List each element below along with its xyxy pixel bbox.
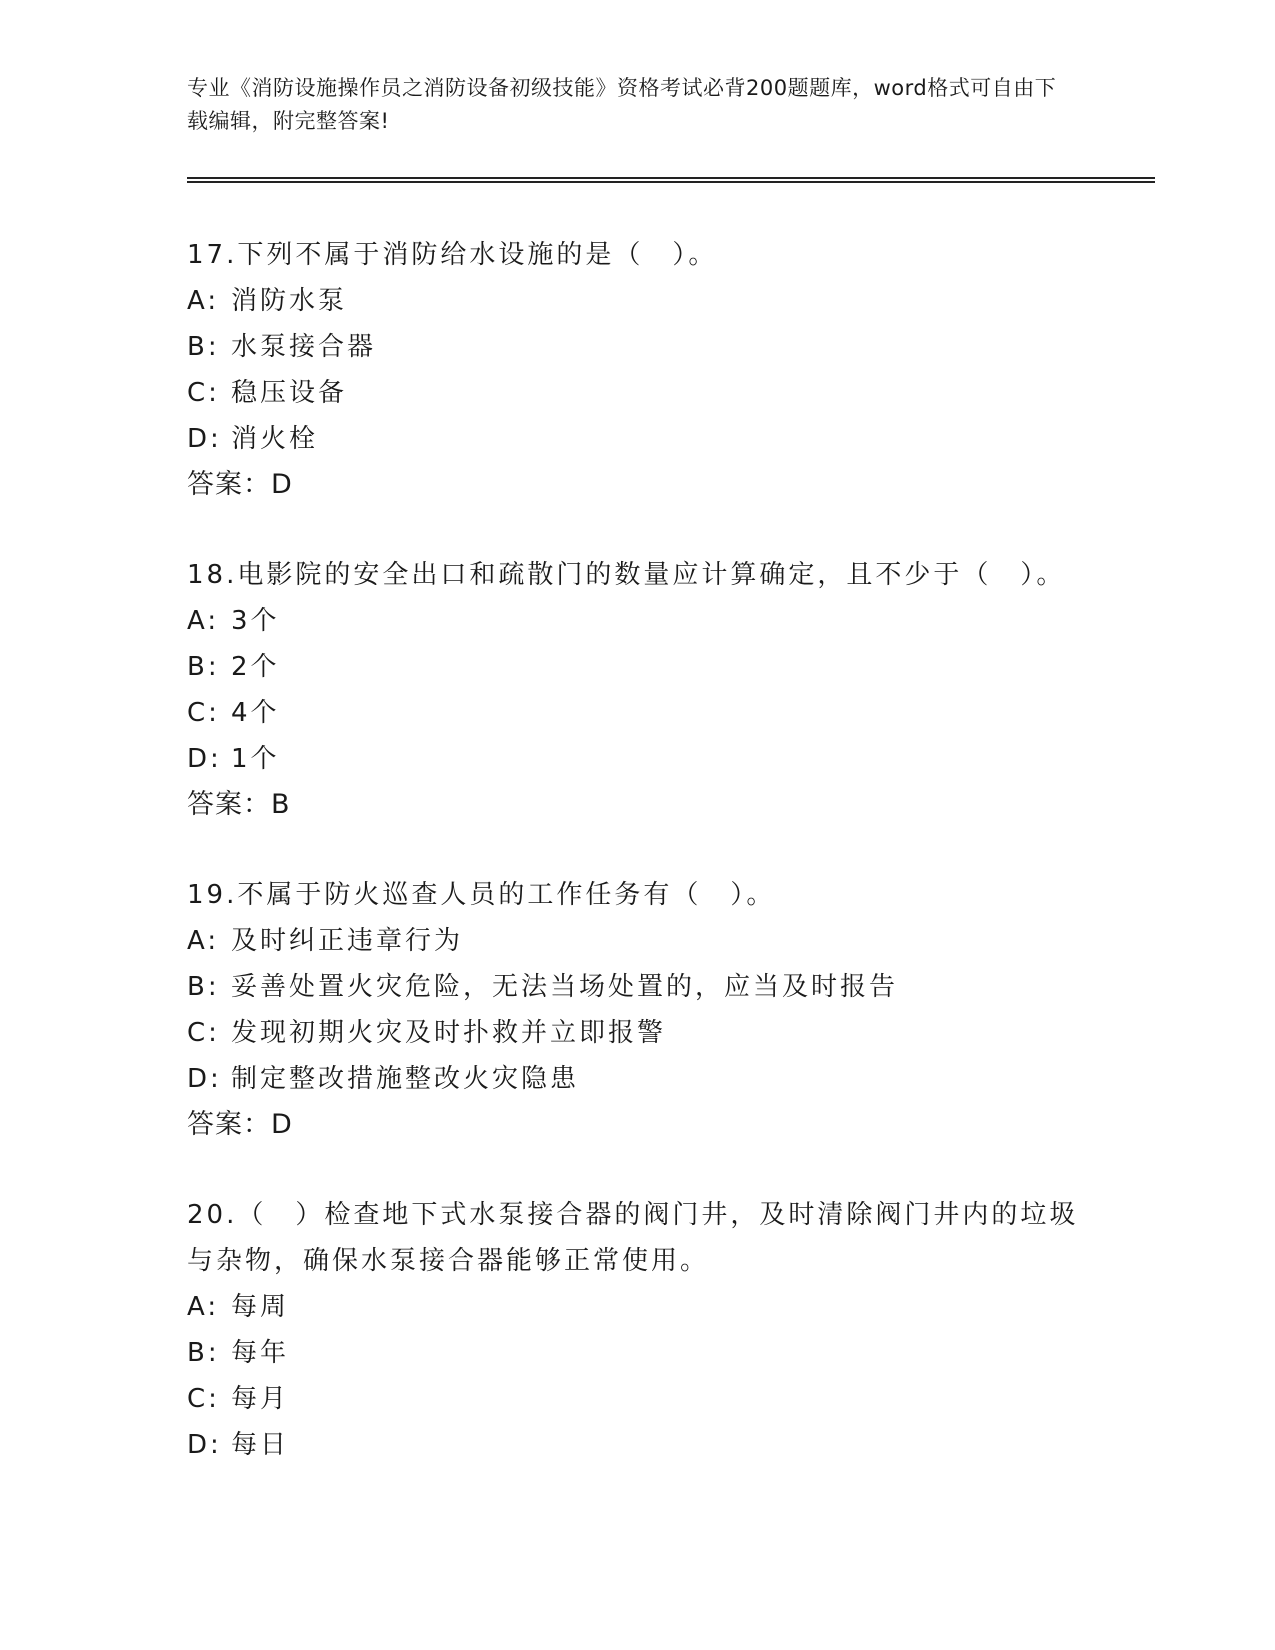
question-stem: 18.电影院的安全出口和疏散门的数量应计算确定，且不少于（ ）。	[187, 560, 1066, 590]
option-letter: B:	[187, 1338, 220, 1368]
option-letter: B:	[187, 972, 220, 1002]
option-text: 每年	[231, 1338, 290, 1368]
option-text: 消防水泵	[231, 286, 348, 316]
option-text: 4个	[231, 698, 280, 728]
option-text: 水泵接合器	[231, 332, 377, 362]
answer-text: 答案：D	[187, 1109, 293, 1140]
option-text: 每周	[231, 1292, 290, 1322]
option-d	[187, 736, 1087, 782]
option-letter: B:	[187, 652, 220, 682]
question-20	[187, 1192, 1087, 1468]
option-text: 2个	[231, 652, 280, 682]
option-letter: D:	[187, 1430, 222, 1460]
option-letter: C:	[187, 1384, 220, 1414]
option-text: 消火栓	[231, 424, 319, 454]
option-text: 制定整改措施整改火灾隐患	[231, 1064, 580, 1094]
option-c	[187, 1010, 1087, 1056]
option-a	[187, 1284, 1087, 1330]
option-letter: C:	[187, 1018, 220, 1048]
question-stem: 20.（ ）检查地下式水泵接合器的阀门井，及时清除阀门井内的垃圾与杂物，确保水泵接合器能够正常使用。	[187, 1200, 1079, 1276]
answer-text: 答案：D	[187, 469, 293, 500]
option-text: 1个	[231, 744, 280, 774]
option-letter: C:	[187, 698, 220, 728]
option-letter: D:	[187, 424, 222, 454]
option-b	[187, 1330, 1087, 1376]
option-text: 妥善处置火灾危险，无法当场处置的，应当及时报告	[231, 972, 899, 1002]
option-letter: A:	[187, 606, 220, 636]
answer-text: 答案：B	[187, 789, 291, 820]
option-b	[187, 324, 1087, 370]
question-18	[187, 552, 1087, 828]
option-d	[187, 1422, 1087, 1468]
option-a	[187, 278, 1087, 324]
option-letter: D:	[187, 744, 222, 774]
option-b	[187, 964, 1087, 1010]
question-stem: 17.下列不属于消防给水设施的是（ ）。	[187, 240, 718, 270]
option-text: 稳压设备	[231, 378, 348, 408]
option-text: 3个	[231, 606, 280, 636]
option-b	[187, 644, 1087, 690]
question-17	[187, 232, 1087, 508]
option-a	[187, 918, 1087, 964]
option-c	[187, 690, 1087, 736]
option-d	[187, 1056, 1087, 1102]
option-letter: C:	[187, 378, 220, 408]
document-header: 专业《消防设施操作员之消防设备初级技能》资格考试必背200题题库，word格式可自由下载编辑，附完整答案!	[187, 76, 1057, 133]
option-d	[187, 416, 1087, 462]
option-text: 发现初期火灾及时扑救并立即报警	[231, 1018, 667, 1048]
option-letter: A:	[187, 926, 220, 956]
option-text: 及时纠正违章行为	[231, 926, 464, 956]
option-letter: D:	[187, 1064, 222, 1094]
option-text: 每日	[231, 1430, 290, 1460]
option-a	[187, 598, 1087, 644]
option-letter: A:	[187, 1292, 220, 1322]
header-divider	[187, 177, 1155, 183]
option-c	[187, 1376, 1087, 1422]
option-c	[187, 370, 1087, 416]
question-list	[187, 232, 1087, 1512]
question-19	[187, 872, 1087, 1148]
option-letter: B:	[187, 332, 220, 362]
option-letter: A:	[187, 286, 220, 316]
option-text: 每月	[231, 1384, 290, 1414]
question-stem: 19.不属于防火巡查人员的工作任务有（ ）。	[187, 880, 776, 910]
